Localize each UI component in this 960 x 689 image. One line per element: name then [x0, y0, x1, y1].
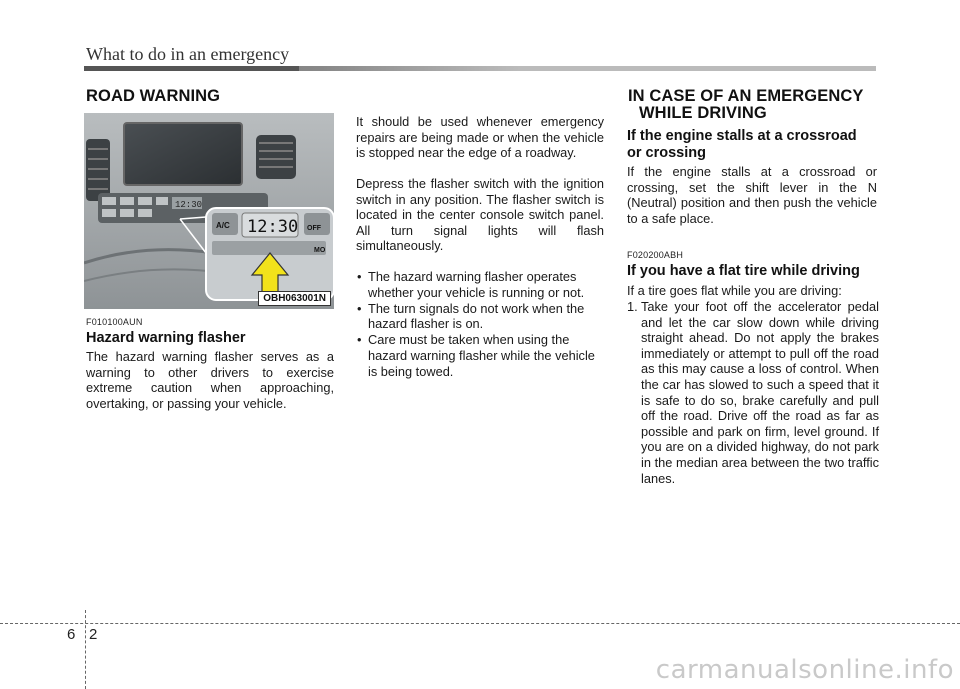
navigation-screen — [124, 123, 242, 185]
flat-tire-intro: If a tire goes flat while you are driving: — [627, 283, 842, 298]
small-clock: 12:30 — [175, 200, 203, 210]
footer-rule — [0, 623, 960, 624]
list-item — [627, 299, 879, 486]
off-label: OFF — [307, 225, 321, 232]
usage-paragraph: It should be used whenever emergency repairs are being made or when the vehicle is stopped near the edge of a roadway. — [356, 114, 604, 161]
hvac-clock: 12:30 — [247, 217, 299, 237]
ac-label: A/C — [216, 221, 230, 230]
dashboard-illustration — [84, 113, 334, 309]
hazard-switch-figure — [84, 113, 334, 309]
header-rule — [84, 66, 876, 71]
flat-tire-steps — [627, 299, 879, 486]
list-item: • Care must be taken when using the hazard warning flasher while the vehicle is being towed. — [356, 332, 606, 379]
step-number: 1. — [627, 299, 638, 314]
stall-heading-line1: If the engine stalls at a crossroad — [627, 128, 857, 144]
footer-divider — [85, 610, 86, 689]
emergency-title-line2: WHILE DRIVING — [639, 104, 767, 122]
hazard-intro-paragraph: The hazard warning flasher serves as a warning to other drivers to exercise extreme caution when approaching, overtaking, or passing your vehicle. — [86, 349, 334, 411]
subheading-flat-tire: If you have a flat tire while driving — [627, 263, 860, 279]
zoom-inset — [206, 208, 334, 300]
stall-paragraph: If the engine stalls at a crossroad or crossing, set the shift lever in the N (Neutral) position and then push the vehicle to a safe place. — [627, 164, 877, 226]
list-item: • The turn signals do not work when the hazard flasher is on. — [356, 301, 606, 332]
subheading-hazard-flasher: Hazard warning flasher — [86, 330, 246, 346]
figure-caption: OBH063001N — [258, 291, 331, 306]
left-vent — [86, 139, 110, 201]
page-chapter-number: 6 — [67, 626, 76, 643]
hazard-bullet-list — [356, 269, 606, 380]
step-text: Take your foot off the accelerator pedal and let the car slow down while driving straight ahead. Do not apply the brakes immediately or attempt to pull off the road as this may cause a loss of control. When the car has slowed to such a speed that it is safe to do so, brake carefully and pull off the road. Drive off the road as far as possible and park on firm, level ground. If you are on a divided highway, do not park in the median area between the two traffic lanes. — [641, 299, 879, 486]
mode-label: MO — [314, 247, 326, 254]
list-item: • The hazard warning flasher operates whether your vehicle is running or not. — [356, 269, 606, 300]
flat-tire-code: F020200ABH — [627, 250, 684, 260]
right-vent — [256, 135, 296, 179]
page-number: 2 — [89, 626, 98, 643]
section-title-emergency — [628, 88, 888, 122]
switch-paragraph: Depress the flasher switch with the ignition switch in any position. The flasher switch is located in the center console switch panel. All turn signal lights will flash simultaneously. — [356, 176, 604, 254]
chapter-title: What to do in an emergency — [86, 44, 290, 64]
section-title-road-warning: ROAD WARNING — [86, 87, 221, 105]
watermark: carmanualsonline.info — [655, 655, 954, 685]
stall-heading-line2: or crossing — [627, 145, 706, 161]
emergency-title-line1: IN CASE OF AN EMERGENCY — [628, 87, 864, 105]
subheading-engine-stalls — [627, 128, 887, 162]
section-code: F010100AUN — [86, 317, 143, 327]
